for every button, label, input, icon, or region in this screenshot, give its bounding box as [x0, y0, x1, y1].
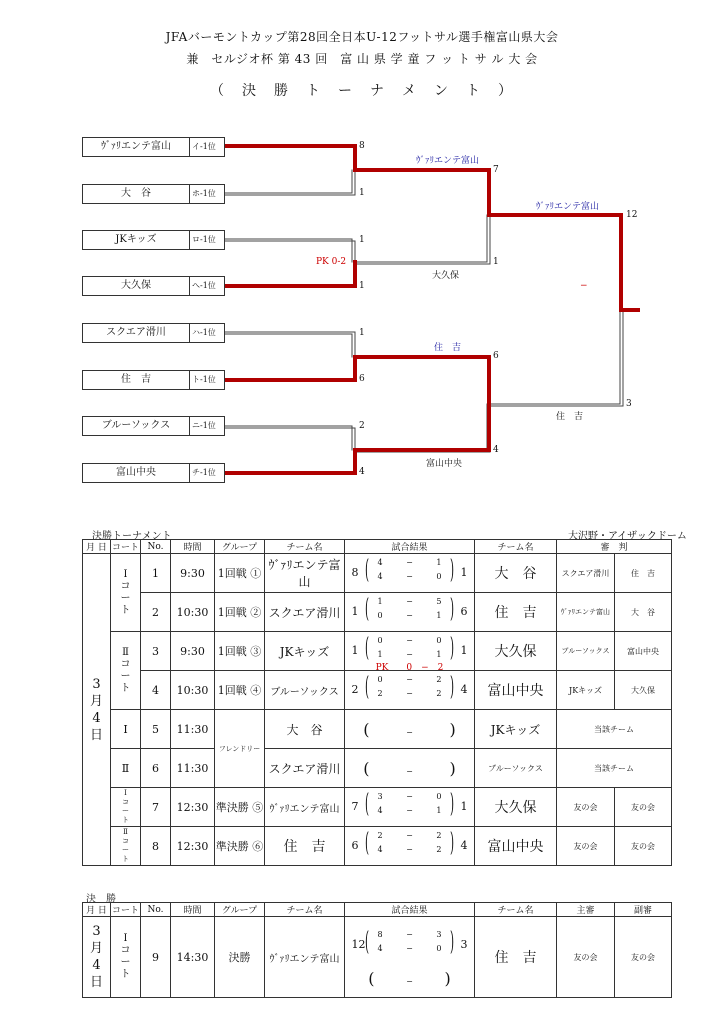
ref2-cell: 富山中央 — [615, 632, 672, 671]
half2-b: 2 — [436, 689, 442, 698]
ref2-cell: 大 谷 — [615, 593, 672, 632]
half2-b: 1 — [436, 806, 442, 815]
pk-result: PK 0 − 2 — [375, 663, 444, 671]
half2-a: 1 — [377, 650, 383, 659]
no-cell: 6 — [141, 749, 171, 788]
bracket-team-name: 富山中央 — [83, 464, 190, 482]
group-cell: 1回戦 ① — [215, 554, 265, 593]
date-cell — [83, 917, 111, 998]
court-cell — [111, 788, 141, 827]
time-cell: 12:30 — [171, 788, 215, 827]
no-cell: 9 — [141, 917, 171, 998]
table-row — [83, 593, 672, 632]
half1-b: 0 — [436, 636, 442, 645]
team-b-cell: 富山中央 — [475, 827, 557, 866]
team-b-cell: 大久保 — [475, 788, 557, 827]
half2-a: 4 — [377, 572, 383, 581]
bracket-score: 6 — [359, 374, 365, 384]
r1-winner-label: ｳﾞｧﾘエンテ富山 — [416, 156, 480, 166]
table-row — [83, 917, 672, 998]
title-line-3: （ 決 勝 ト ー ナ メ ン ト ） — [210, 83, 514, 99]
team-b-cell: 大久保 — [475, 632, 557, 671]
col-header: コート — [111, 540, 141, 554]
ref1-cell: スクエア滑川 — [557, 554, 615, 593]
score-b: 1 — [460, 644, 468, 657]
col-header: チーム名 — [475, 540, 557, 554]
score-b: 4 — [460, 683, 468, 696]
bracket-score: 8 — [359, 141, 365, 151]
court-label: Ⅰ コ ー ト — [120, 568, 131, 616]
half2-a: 2 — [377, 689, 383, 698]
result-cell: ( − ) — [345, 749, 475, 788]
half2-a: 4 — [377, 845, 383, 854]
no-cell: 5 — [141, 710, 171, 749]
bracket-team-rank: イ-1位 — [192, 142, 216, 151]
half1-b: 1 — [436, 558, 442, 567]
group-cell: 準決勝 ⑥ — [215, 827, 265, 866]
bracket-team-name: ブルーソックス — [83, 417, 190, 435]
group-cell: 準決勝 ⑤ — [215, 788, 265, 827]
score-a: 12 — [351, 937, 366, 951]
col-header: グループ — [215, 903, 265, 917]
time-cell: 9:30 — [171, 632, 215, 671]
half1-a: 3 — [377, 792, 383, 801]
half1-a: 8 — [377, 929, 383, 939]
half1-a: 0 — [377, 636, 383, 645]
bracket-score: 1 — [493, 257, 499, 267]
col-header: No. — [141, 903, 171, 917]
table-row — [83, 710, 672, 749]
date-part: 3 — [92, 676, 101, 692]
bracket-team-name: 住 吉 — [83, 371, 190, 389]
bracket-team-rank: ロ-1位 — [192, 235, 216, 244]
result-cell: 8 ( 4 − 1 4 − 0 ) 1 — [345, 554, 475, 593]
final-mark: − — [580, 281, 588, 291]
bracket-team-name: 大 谷 — [83, 185, 190, 203]
ref1-cell: ｳﾞｧﾘエンテ富山 — [557, 593, 615, 632]
court-cell — [111, 554, 141, 632]
court-label: Ⅰ コ ー ト — [120, 933, 131, 980]
r1-winner-label: 富山中央 — [426, 459, 463, 469]
court-label: Ⅱ コ ー ト — [122, 828, 129, 863]
bracket-team-name: ｳﾞｧﾘエンテ富山 — [83, 138, 190, 156]
half1-a: 2 — [377, 831, 383, 840]
bracket-score: 4 — [493, 445, 499, 455]
score-a: 1 — [351, 605, 359, 618]
results-table — [82, 539, 672, 866]
col-header: 時間 — [171, 903, 215, 917]
table-row — [83, 749, 672, 788]
team-a-cell: ｳﾞｧﾘエンテ富山 — [265, 917, 345, 998]
team-b-cell: ブルーソックス — [475, 749, 557, 788]
time-cell: 11:30 — [171, 749, 215, 788]
col-header: 主審 — [557, 903, 615, 917]
bracket-score: 12 — [626, 210, 638, 220]
bracket-team-8 — [82, 463, 225, 483]
date-part: 月 — [89, 941, 103, 956]
table1-title: 決勝トーナメント — [92, 531, 172, 542]
half2-b: 0 — [436, 943, 442, 953]
bracket-team-4 — [82, 276, 225, 296]
no-cell: 1 — [141, 554, 171, 593]
title-line-1: JFAバーモントカップ第28回全日本U-12フットサル選手権富山県大会 — [165, 30, 559, 44]
ref2-cell: 住 吉 — [615, 554, 672, 593]
col-header: チーム名 — [265, 903, 345, 917]
col-header: チーム名 — [265, 540, 345, 554]
time-cell: 14:30 — [171, 917, 215, 998]
bracket-score: 3 — [626, 399, 632, 409]
time-cell: 10:30 — [171, 671, 215, 710]
ref2-cell: 大久保 — [615, 671, 672, 710]
r1-winner-label: 住 吉 — [434, 343, 462, 353]
sf-winner-label: ｳﾞｧﾘエンテ富山 — [536, 202, 600, 212]
half1-a: 1 — [377, 597, 383, 606]
half1-a: 0 — [377, 675, 383, 684]
col-header: No. — [141, 540, 171, 554]
final-table — [82, 902, 672, 998]
result-cell: 1 ( 1 − 5 0 − 1 ) 6 — [345, 593, 475, 632]
score-a: 6 — [351, 839, 359, 852]
half1-b: 5 — [436, 597, 442, 606]
team-a-cell: スクエア滑川 — [265, 749, 345, 788]
col-header: 時間 — [171, 540, 215, 554]
bracket-team-1 — [82, 137, 225, 157]
score-b: 3 — [460, 937, 468, 951]
bracket-score: 7 — [493, 165, 499, 175]
no-cell: 2 — [141, 593, 171, 632]
no-cell: 4 — [141, 671, 171, 710]
team-b-cell: 住 吉 — [475, 593, 557, 632]
bracket-team-name: スクエア滑川 — [83, 324, 190, 342]
half2-a: 0 — [377, 611, 383, 620]
group-cell: 1回戦 ③ — [215, 632, 265, 671]
half2-a: 4 — [377, 806, 383, 815]
half2-b: 0 — [436, 572, 442, 581]
bracket-score: 1 — [359, 328, 365, 338]
bracket-team-rank: チ-1位 — [192, 468, 216, 477]
table-row — [83, 827, 672, 866]
time-cell: 9:30 — [171, 554, 215, 593]
half1-b: 0 — [436, 792, 442, 801]
table2-title: 決 勝 — [86, 894, 116, 905]
court-cell — [111, 917, 141, 998]
result-cell: 7 ( 3 − 0 4 − 1 ) 1 — [345, 788, 475, 827]
court-label: Ⅱ コ ー ト — [120, 646, 131, 694]
score-a: 1 — [351, 644, 359, 657]
team-a-cell: JKキッズ — [265, 632, 345, 671]
sf-winner-label: 住 吉 — [556, 412, 584, 422]
ref1-cell: 友の会 — [557, 788, 615, 827]
group-cell: 1回戦 ④ — [215, 671, 265, 710]
ref1-cell: ブルーソックス — [557, 632, 615, 671]
result-cell: 2 ( 0 − 2 2 − 2 ) 4 — [345, 671, 475, 710]
bracket-score: 2 — [359, 421, 365, 431]
bracket-team-rank: へ-1位 — [192, 281, 216, 290]
date-part: 日 — [89, 975, 103, 990]
court-cell — [111, 632, 141, 710]
title-line-2: 兼 セルジオ杯 第 43 回 富 山 県 学 童 フ ッ ト サ ル 大 会 — [186, 52, 538, 66]
group-cell: 決勝 — [215, 917, 265, 998]
col-header: コート — [111, 903, 141, 917]
time-cell: 11:30 — [171, 710, 215, 749]
court-cell — [111, 827, 141, 866]
court-cell: Ⅱ — [111, 749, 141, 788]
col-header: 試合結果 — [345, 903, 475, 917]
date-part: 日 — [89, 727, 103, 743]
pk-label: PK 0-2 — [316, 257, 347, 267]
ref1-cell: 友の会 — [557, 827, 615, 866]
ref2-cell: 友の会 — [615, 917, 672, 998]
no-cell: 3 — [141, 632, 171, 671]
bracket-score: 1 — [359, 281, 365, 291]
col-header: 月 日 — [83, 540, 111, 554]
team-b-cell: 住 吉 — [475, 917, 557, 998]
ref-cell: 当該チーム — [557, 710, 672, 749]
date-part: 4 — [92, 710, 101, 726]
group-cell: フレンドリー — [215, 710, 265, 788]
bracket-team-3 — [82, 230, 225, 250]
half2-b: 1 — [436, 650, 442, 659]
bracket-team-7 — [82, 416, 225, 436]
date-part: 3 — [92, 924, 101, 939]
team-b-cell: 富山中央 — [475, 671, 557, 710]
table-row — [83, 671, 672, 710]
result-cell: 6 ( 2 − 2 4 − 2 ) 4 — [345, 827, 475, 866]
result-cell: 12 ( 8 − 3 4 − 0 ) 3 ( − ) — [345, 917, 475, 998]
team-a-cell: ｳﾞｧﾘエンテ富山 — [265, 788, 345, 827]
score-a: 7 — [351, 800, 359, 813]
half1-a: 4 — [377, 558, 383, 567]
ref2-cell: 友の会 — [615, 827, 672, 866]
score-b: 4 — [460, 839, 468, 852]
team-a-cell: ｳﾞｧﾘエンテ富山 — [265, 554, 345, 593]
table-header — [83, 903, 672, 917]
result-cell: 1 ( 0 − 0 1 − 1 ) 1 PK 0 − 2 — [345, 632, 475, 671]
bracket-team-rank: ト-1位 — [192, 375, 216, 384]
bracket-team-6 — [82, 370, 225, 390]
col-header: グループ — [215, 540, 265, 554]
no-cell: 7 — [141, 788, 171, 827]
bracket-score: 1 — [359, 188, 365, 198]
half1-b: 3 — [436, 929, 442, 939]
score-b: 1 — [460, 800, 468, 813]
court-label: Ⅰ コ ー ト — [122, 789, 129, 824]
col-header: 試合結果 — [345, 540, 475, 554]
bracket-team-rank: ニ-1位 — [192, 421, 216, 430]
group-cell: 1回戦 ② — [215, 593, 265, 632]
date-part: 月 — [89, 693, 103, 709]
ref1-cell: JKキッズ — [557, 671, 615, 710]
half1-b: 2 — [436, 831, 442, 840]
score-b: 1 — [460, 566, 468, 579]
ref1-cell: 友の会 — [557, 917, 615, 998]
r1-winner-label: 大久保 — [432, 271, 460, 281]
bracket-team-rank: ホ-1位 — [192, 189, 216, 198]
table1-venue: 大沢野・アイザックドーム — [568, 531, 687, 542]
col-header: 副審 — [615, 903, 672, 917]
table-row — [83, 788, 672, 827]
table-row — [83, 554, 672, 593]
score-b: 6 — [460, 605, 468, 618]
score-a: 2 — [351, 683, 359, 696]
table-row — [83, 632, 672, 671]
half2-b: 1 — [436, 611, 442, 620]
bracket-team-2 — [82, 184, 225, 204]
bracket-score: 4 — [359, 467, 365, 477]
half2-b: 2 — [436, 845, 442, 854]
time-cell: 10:30 — [171, 593, 215, 632]
team-a-cell: ブルーソックス — [265, 671, 345, 710]
bracket-team-name: 大久保 — [83, 277, 190, 295]
date-cell — [83, 554, 111, 866]
team-b-cell: 大 谷 — [475, 554, 557, 593]
bracket-score: 6 — [493, 351, 499, 361]
score-a: 8 — [351, 566, 359, 579]
bracket-score: 1 — [359, 235, 365, 245]
col-header: 月 日 — [83, 903, 111, 917]
court-cell: Ⅰ — [111, 710, 141, 749]
team-a-cell: 大 谷 — [265, 710, 345, 749]
team-b-cell: JKキッズ — [475, 710, 557, 749]
no-cell: 8 — [141, 827, 171, 866]
result-cell: ( − ) — [345, 710, 475, 749]
ref-cell: 当該チーム — [557, 749, 672, 788]
col-header: 審 判 — [557, 540, 672, 554]
table-header — [83, 540, 672, 554]
team-a-cell: スクエア滑川 — [265, 593, 345, 632]
bracket-team-rank: ハ-1位 — [192, 328, 216, 337]
half2-a: 4 — [377, 943, 383, 953]
ref2-cell: 友の会 — [615, 788, 672, 827]
time-cell: 12:30 — [171, 827, 215, 866]
team-a-cell: 住 吉 — [265, 827, 345, 866]
half1-b: 2 — [436, 675, 442, 684]
col-header: チーム名 — [475, 903, 557, 917]
bracket-team-5 — [82, 323, 225, 343]
bracket-team-name: JKキッズ — [83, 231, 190, 249]
date-part: 4 — [92, 958, 101, 973]
